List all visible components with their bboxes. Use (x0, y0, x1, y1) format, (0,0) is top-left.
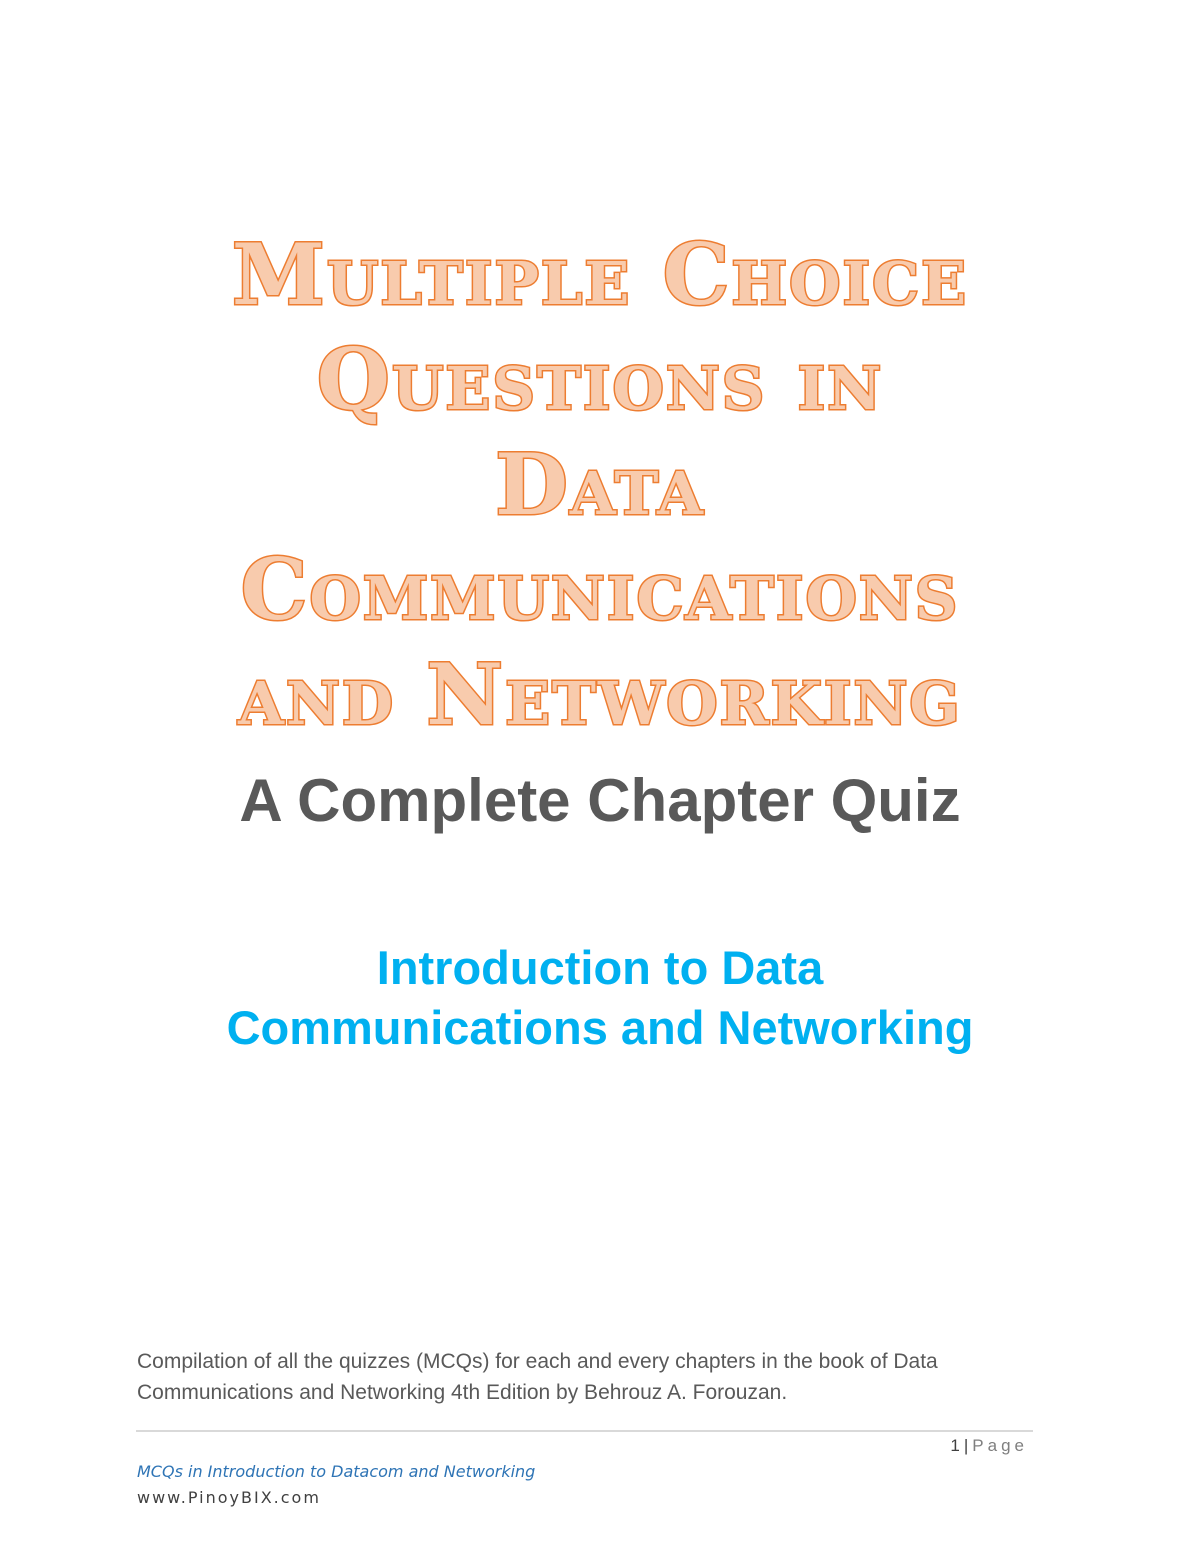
page-number (950, 1434, 1028, 1458)
main-title (100, 222, 1100, 747)
footer-document-label: MCQs in Introduction to Datacom and Networking (137, 1462, 536, 1481)
page-number-value: 1 (950, 1436, 960, 1455)
footer-divider (136, 1430, 1033, 1432)
chapter-title (100, 938, 1100, 1058)
footer-website: www.PinoyBIX.com (137, 1488, 321, 1507)
chapter-title-line: Introduction to Data (376, 941, 824, 994)
description-paragraph: Compilation of all the quizzes (MCQs) for each and every chapters in the book of Data Communications and Networking 4th Edition by Behrouz A. Forouzan. (137, 1350, 938, 1404)
page-word: Page (972, 1436, 1028, 1455)
subtitle: A Complete Chapter Quiz (239, 767, 961, 834)
title-line: Communications (240, 540, 960, 639)
title-line: Multiple Choice (231, 225, 969, 324)
title-line: Questions in (316, 330, 884, 429)
title-line: Data (495, 435, 705, 534)
chapter-title-line: Communications and Networking (226, 1001, 974, 1054)
title-line: and Networking (238, 645, 962, 744)
page-number-separator: | (963, 1436, 969, 1455)
